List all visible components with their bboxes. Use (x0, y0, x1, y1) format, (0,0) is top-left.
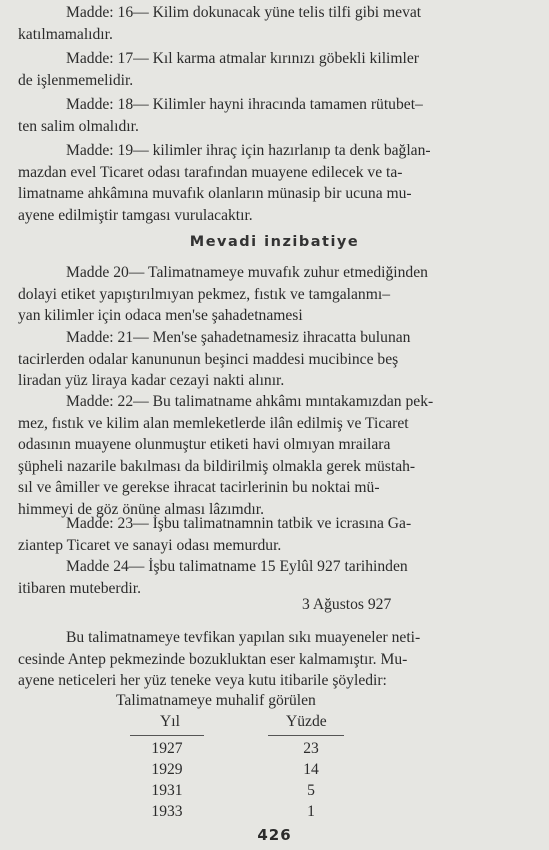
table-cell-percent: 14 (303, 761, 319, 778)
text-line: himmeyi de göz önüne alması lâzımdır. (18, 500, 264, 518)
text-line: ayene edilmiştir tamgası vurulacaktır. (18, 206, 253, 224)
text-line: şüpheli nazarile bakılması da bildirilmiş olmakla gerek müstah- (18, 457, 416, 475)
table-cell-year: 1929 (151, 761, 183, 778)
table-title: Talimatnameye muhalif görülen (116, 692, 316, 709)
table-header-year: Yıl (160, 713, 180, 730)
article-paragraph (18, 327, 538, 392)
text-line: dolayi etiket yapıştırılmıyan pekmez, fıstık ve tamgalanmı– (18, 285, 390, 303)
page-number: 426 (257, 826, 292, 844)
date-line: 3 Ağustos 927 (302, 596, 392, 613)
table-cell-year: 1927 (151, 740, 183, 757)
text-line: itibaren muteberdir. (18, 579, 141, 597)
table-rule-year (130, 735, 204, 736)
text-line: Madde: 17— Kıl karma atmalar kırınızı göbekli kilimler (66, 50, 419, 67)
article-paragraph (18, 513, 538, 556)
text-line: Bu talimatnameye tevfikan yapılan sıkı muayeneler neti- (66, 629, 421, 646)
text-line: Madde: 23— İşbu talimatnamnin tatbik ve icrasına Ga- (66, 515, 412, 532)
table-rule-percent (268, 735, 344, 736)
text-line: limatname ahkâmına muvafık olanların münasip bir ucuna mu- (18, 185, 412, 202)
table-header-percent: Yüzde (286, 713, 327, 730)
text-line: de işlenmemelidir. (18, 71, 134, 89)
table-cell-percent: 1 (307, 803, 315, 820)
article-paragraph (18, 140, 538, 226)
article-paragraph (18, 2, 538, 45)
text-line: mazdan evel Ticaret odası tarafından muayene edilecek ve ta- (18, 163, 403, 181)
text-line: yan kilimler için odaca men'se şahadetnamesi (18, 307, 303, 324)
table-cell-percent: 5 (307, 782, 315, 799)
text-line: mez, fıstık ve kilim alan memleketlerde ilân edilmiş ve Ticaret (18, 414, 409, 432)
text-line: odasının muayene olunmuştur etiketi havi olmıyan mrailara (18, 436, 391, 453)
table-cell-year: 1931 (151, 782, 183, 799)
closing-paragraph-text (18, 627, 538, 692)
text-line: ten salim olmalıdır. (18, 117, 139, 135)
table-cell-year: 1933 (151, 803, 183, 820)
text-line: tacirlerden odalar kanununun beşinci maddesi mucibince beş (18, 350, 399, 368)
text-line: Madde 20— Talimatnameye muvafık zuhur etmediğinden (66, 264, 428, 281)
text-line: Madde: 19— kilimler ihraç için hazırlanıp ta denk bağlan- (66, 142, 431, 159)
table-cell-percent: 23 (303, 740, 319, 757)
article-paragraph (18, 391, 538, 520)
article-paragraph (18, 94, 538, 137)
text-line: ayene neticeleri her yüz teneke veya kutu itibarile şöyledir: (18, 672, 387, 689)
text-line: Madde: 18— Kilimler hayni ihracında tamamen rütubet– (66, 96, 423, 113)
text-line: liradan yüz liraya kadar cezayi nakti alınır. (18, 372, 285, 389)
text-line: katılmamalıdır. (18, 25, 113, 43)
section-heading: Mevadi inzibatiye (189, 234, 360, 250)
article-paragraph (18, 48, 538, 91)
text-line: ziantep Ticaret ve sanayi odası memurdur. (18, 536, 282, 554)
text-line: Madde: 22— Bu talimatname ahkâmı mıntakamızdan pek- (66, 393, 434, 410)
text-line: sıl ve âmiller ve gerekse ihracat tacirlerinin bu noktai mü- (18, 479, 380, 496)
text-line: cesinde Antep pekmezinde bozukluktan eser kalmamıştır. Mu- (18, 650, 408, 668)
text-line: Madde: 16— Kilim dokunacak yüne telis tilfi gibi mevat (66, 4, 422, 21)
text-line: Madde 24— İşbu talimatname 15 Eylûl 927 tarihinden (66, 558, 408, 575)
article-paragraph (18, 262, 538, 327)
text-line: Madde: 21— Men'se şahadetnamesiz ihracatta bulunan (66, 329, 411, 346)
article-paragraph (18, 556, 538, 599)
